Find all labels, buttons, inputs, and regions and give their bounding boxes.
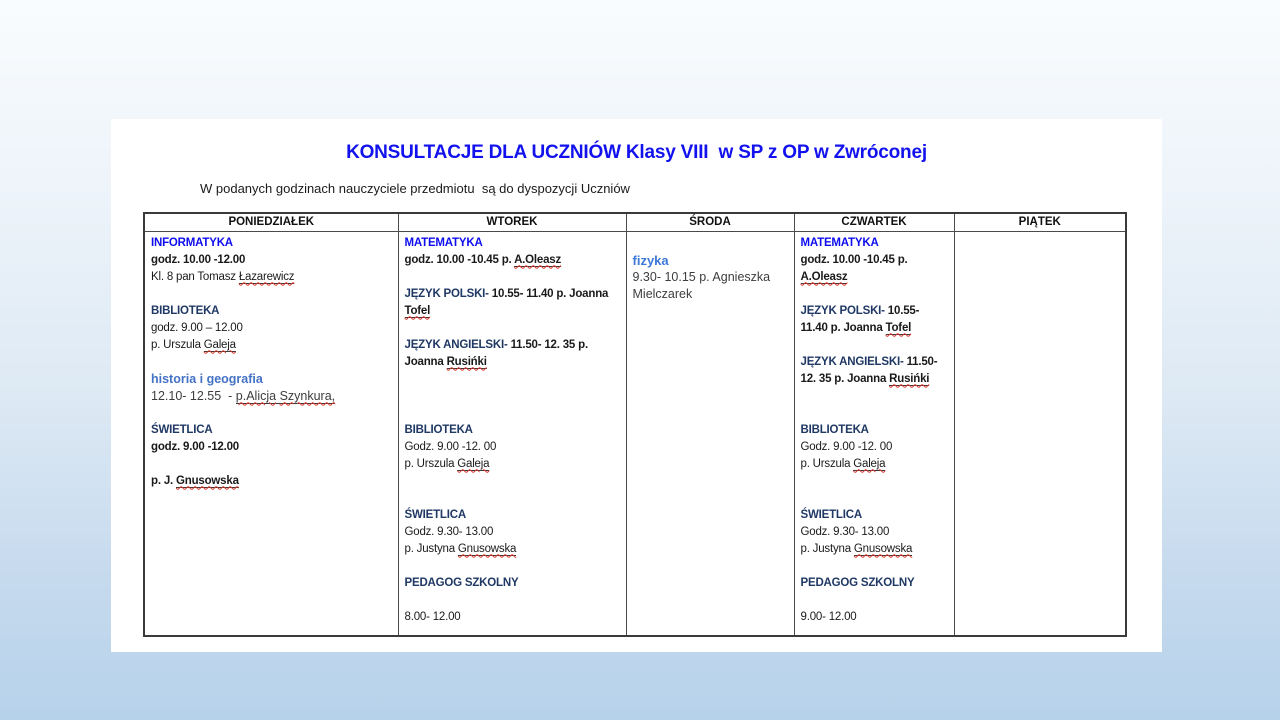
- text-segment: JĘZYK POLSKI-: [404, 287, 489, 300]
- schedule-line: [151, 337, 392, 354]
- text-segment: p. Urszula: [404, 457, 458, 470]
- text-segment: A.Oleasz: [514, 253, 562, 266]
- text-segment: Tofel: [885, 321, 912, 334]
- schedule-line: [801, 490, 948, 507]
- text-segment: ŚWIETLICA: [404, 508, 466, 521]
- text-segment: INFORMATYKA: [151, 236, 233, 249]
- text-segment: p. Urszula: [800, 457, 854, 470]
- schedule-line: [633, 252, 788, 269]
- schedule-line: [405, 235, 620, 252]
- text-segment: historia i geografia: [151, 371, 263, 386]
- schedule-table: [143, 212, 1127, 637]
- day-header-monday: PONIEDZIAŁEK: [144, 213, 398, 231]
- schedule-line: [405, 609, 620, 626]
- schedule-line: [405, 541, 620, 558]
- schedule-line: [801, 609, 948, 626]
- schedule-line: [801, 286, 948, 303]
- schedule-line: [405, 354, 620, 371]
- schedule-line: [405, 320, 620, 337]
- day-header-thursday: CZWARTEK: [794, 213, 954, 231]
- text-segment: fizyka: [632, 252, 669, 268]
- schedule-line: [801, 354, 948, 371]
- text-segment: p. Justyna: [404, 542, 458, 555]
- text-segment: PEDAGOG SZKOLNY: [404, 576, 519, 589]
- text-segment: 11.40 p. Joanna: [800, 321, 886, 334]
- text-segment: JĘZYK POLSKI-: [800, 304, 885, 317]
- schedule-line: [405, 490, 620, 507]
- text-segment: godz. 9.00 -12.00: [151, 440, 239, 453]
- schedule-line: [405, 337, 620, 354]
- text-segment: Łazarewicz: [238, 270, 295, 283]
- schedule-line: [801, 456, 948, 473]
- text-segment: godz. 9.00 – 12.00: [151, 321, 243, 334]
- page-title: KONSULTACJE DLA UCZNIÓW Klasy VIII w SP z OP w Zwróconej: [346, 142, 927, 163]
- text-segment: BIBLIOTEKA: [800, 423, 869, 436]
- text-segment: p.Alicja: [235, 388, 277, 403]
- schedule-line: [801, 575, 948, 592]
- schedule-line: [801, 320, 948, 337]
- text-segment: Rusińki: [446, 355, 487, 368]
- text-segment: 8.00- 12.00: [404, 610, 461, 623]
- schedule-line: [801, 388, 948, 405]
- text-segment: 10.55-: [884, 304, 920, 317]
- text-segment: godz. 10.00 -12.00: [151, 253, 246, 266]
- text-segment: Galeja: [853, 457, 886, 470]
- subtitle: W podanych godzinach nauczyciele przedmiotu są do dyspozycji Uczniów: [200, 181, 630, 196]
- text-segment: PEDAGOG SZKOLNY: [800, 576, 915, 589]
- text-segment: 9.30- 10.15 p. Agnieszka: [632, 269, 771, 284]
- text-segment: ŚWIETLICA: [800, 508, 862, 521]
- text-segment: 12. 35 p. Joanna: [800, 372, 890, 385]
- text-segment: Godz. 9.30- 13.00: [800, 525, 890, 538]
- day-header-tuesday: WTOREK: [398, 213, 626, 231]
- text-segment: Godz. 9.00 -12. 00: [800, 440, 893, 453]
- schedule-line: [151, 422, 392, 439]
- text-segment: Gnusowska: [176, 474, 239, 487]
- schedule-line: [151, 388, 392, 405]
- schedule-line: [151, 456, 392, 473]
- table-body-row: [144, 231, 1126, 636]
- schedule-line: [801, 422, 948, 439]
- schedule-cell-tuesday: [398, 231, 626, 636]
- schedule-line: [151, 439, 392, 456]
- text-segment: Mielczarek: [632, 286, 693, 301]
- text-segment: Joanna: [404, 355, 447, 368]
- text-segment: Kl. 8 pan Tomasz: [151, 270, 239, 283]
- schedule-line: [405, 422, 620, 439]
- text-segment: Godz. 9.00 -12. 00: [404, 440, 497, 453]
- schedule-cell-monday: [144, 231, 398, 636]
- text-segment: 12.10- 12.55 -: [151, 388, 236, 403]
- schedule-cell-wednesday: [626, 231, 794, 636]
- text-segment: Gnusowska: [853, 542, 913, 555]
- schedule-cell-friday: [954, 231, 1126, 636]
- text-segment: 10.55- 11.40 p. Joanna: [488, 287, 609, 300]
- text-segment: 9.00- 12.00: [800, 610, 857, 623]
- text-segment: p. Justyna: [800, 542, 854, 555]
- schedule-line: [151, 354, 392, 371]
- schedule-line: [801, 303, 948, 320]
- schedule-line: [801, 235, 948, 252]
- schedule-line: [633, 269, 788, 286]
- document-page: [111, 119, 1162, 652]
- schedule-line: [405, 524, 620, 541]
- text-segment: godz. 10.00 -10.45 p.: [800, 253, 908, 266]
- text-segment: Gnusowska: [457, 542, 517, 555]
- text-segment: Godz. 9.30- 13.00: [404, 525, 494, 538]
- text-segment: p. J.: [151, 474, 177, 487]
- schedule-line: [405, 575, 620, 592]
- text-segment: Szynkura,: [279, 388, 336, 403]
- day-header-friday: PIĄTEK: [954, 213, 1126, 231]
- schedule-line: [801, 371, 948, 388]
- schedule-line: [633, 235, 788, 252]
- text-segment: BIBLIOTEKA: [151, 304, 220, 317]
- schedule-line: [801, 507, 948, 524]
- schedule-line: [405, 269, 620, 286]
- schedule-line: [405, 405, 620, 422]
- schedule-line: [151, 320, 392, 337]
- schedule-line: [405, 456, 620, 473]
- text-segment: BIBLIOTEKA: [404, 423, 473, 436]
- schedule-line: [405, 558, 620, 575]
- text-segment: 11.50-: [903, 355, 938, 368]
- schedule-line: [801, 405, 948, 422]
- text-segment: A.Oleasz: [800, 270, 848, 283]
- schedule-cell-thursday: [794, 231, 954, 636]
- day-header-wednesday: ŚRODA: [626, 213, 794, 231]
- schedule-line: [151, 269, 392, 286]
- schedule-line: [405, 439, 620, 456]
- text-segment: ŚWIETLICA: [151, 423, 213, 436]
- text-segment: godz. 10.00 -10.45 p.: [404, 253, 515, 266]
- schedule-line: [633, 286, 788, 303]
- schedule-line: [801, 337, 948, 354]
- schedule-line: [405, 252, 620, 269]
- schedule-line: [151, 303, 392, 320]
- text-segment: Galeja: [457, 457, 490, 470]
- schedule-line: [405, 303, 620, 320]
- text-segment: p. Urszula: [151, 338, 204, 351]
- schedule-line: [151, 286, 392, 303]
- schedule-line: [405, 592, 620, 609]
- schedule-line: [801, 524, 948, 541]
- schedule-line: [801, 439, 948, 456]
- schedule-line: [405, 507, 620, 524]
- schedule-line: [801, 252, 948, 269]
- text-segment: JĘZYK ANGIELSKI-: [404, 338, 508, 351]
- schedule-line: [405, 286, 620, 303]
- schedule-line: [151, 405, 392, 422]
- schedule-line: [801, 541, 948, 558]
- schedule-line: [151, 473, 392, 490]
- text-segment: MATEMATYKA: [404, 236, 483, 249]
- schedule-line: [801, 592, 948, 609]
- schedule-line: [405, 473, 620, 490]
- schedule-line: [801, 269, 948, 286]
- schedule-line: [405, 371, 620, 388]
- schedule-line: [801, 473, 948, 490]
- schedule-line: [151, 235, 392, 252]
- text-segment: 11.50- 12. 35 p.: [507, 338, 588, 351]
- schedule-line: [151, 252, 392, 269]
- text-segment: Galeja: [203, 338, 236, 351]
- schedule-line: [801, 558, 948, 575]
- text-segment: Rusińki: [889, 372, 930, 385]
- schedule-line: [405, 388, 620, 405]
- schedule-line: [151, 371, 392, 388]
- table-header-row: [144, 213, 1126, 231]
- text-segment: Tofel: [404, 304, 431, 317]
- text-segment: MATEMATYKA: [800, 236, 879, 249]
- text-segment: JĘZYK ANGIELSKI-: [800, 355, 904, 368]
